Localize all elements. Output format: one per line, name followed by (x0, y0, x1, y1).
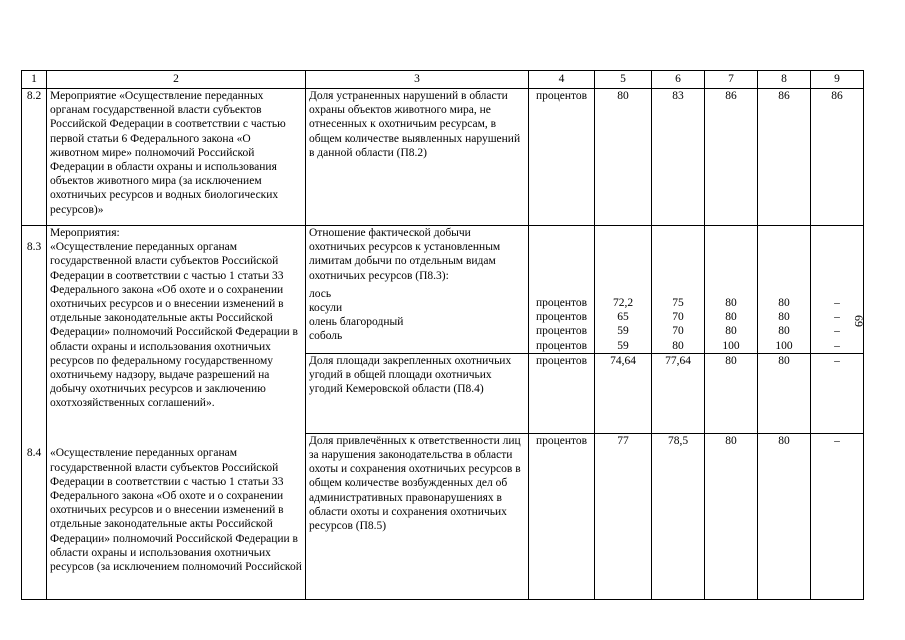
unit-cell (529, 226, 595, 354)
species-value: 100 (775, 339, 793, 352)
value-col-8: 80 (758, 353, 811, 433)
species-name: лось (309, 287, 332, 300)
species-unit: процентов (535, 339, 588, 352)
species-name: олень благородный (309, 316, 404, 329)
species-value: 80 (672, 339, 684, 352)
species-value: 100 (722, 339, 740, 352)
header-col-4: 4 (529, 71, 595, 89)
species-value: 80 (778, 325, 790, 338)
species-value: – (834, 339, 840, 352)
unit-cell: процентов (529, 433, 595, 599)
value-col-6: 77,64 (652, 353, 705, 433)
value-col-5 (595, 226, 652, 354)
table-row-8-3 (22, 226, 864, 354)
value-col-9 (811, 226, 864, 354)
species-value: – (834, 311, 840, 324)
species-name: соболь (309, 330, 343, 343)
unit-cell: процентов (529, 353, 595, 433)
value-col-7: 80 (705, 353, 758, 433)
value-col-5: 77 (595, 433, 652, 599)
indicator-text: Отношение фактической добычи охотничьих ресурсов к установленным лимитам добычи по отдельным видам охотничьих ресурсов (П8.3): (309, 227, 501, 282)
measure-cell: Мероприятие «Осуществление переданных органам государственной власти субъектов Российской Федерации в соответствии с частью первой статьи 6 Федерального закона «О животном мире» полномочий Российской Федерации в области охраны и использования объектов животного мира (за исключением охотничьих ресурсов и водных биологических ресурсов)» (47, 89, 306, 226)
value-col-8 (758, 226, 811, 354)
row-number-empty (22, 353, 47, 433)
species-value: 80 (725, 325, 737, 338)
indicator-cell: Доля площади закрепленных охотничьих угодий в общей площади охотничьих угодий Кемеровской области (П8.4) (306, 353, 529, 433)
unit-cell: процентов (529, 89, 595, 226)
species-value: – (834, 325, 840, 338)
value-col-8: 80 (758, 433, 811, 599)
species-value: 80 (725, 297, 737, 309)
value-col-8: 86 (758, 89, 811, 226)
measure-title: Мероприятия: (50, 227, 120, 239)
species-value: – (834, 297, 840, 309)
value-col-7 (705, 226, 758, 354)
value-col-5: 80 (595, 89, 652, 226)
table-row-8-2 (22, 89, 864, 226)
species-value: 70 (672, 311, 684, 324)
species-value: 65 (617, 311, 629, 324)
header-col-3: 3 (306, 71, 529, 89)
value-col-5: 74,64 (595, 353, 652, 433)
species-unit: процентов (535, 297, 588, 309)
header-row (22, 71, 864, 89)
species-unit: процентов (535, 325, 588, 338)
header-col-8: 8 (758, 71, 811, 89)
value-col-6: 83 (652, 89, 705, 226)
measure-cell (47, 226, 306, 434)
table-row-8-4 (22, 433, 864, 599)
species-name: косули (309, 302, 343, 315)
species-value: 59 (617, 325, 629, 338)
measure-cell: «Осуществление переданных органам государственной власти субъектов Российской Федерации в соответствии с частью 1 статьи 33 Федерального закона «Об охоте и о сохранении охотничьих ресурсов и о внесении изменений в отдельные законодательные акты Российской Федерации» полномочий Российской Федерации в области охраны и использования охотничьих ресурсов (за исключением полномочий Российской (47, 433, 306, 599)
species-value: 75 (672, 297, 684, 309)
header-col-9: 9 (811, 71, 864, 89)
header-col-2: 2 (47, 71, 306, 89)
value-col-9: 86 (811, 89, 864, 226)
header-col-6: 6 (652, 71, 705, 89)
value-col-7: 86 (705, 89, 758, 226)
indicator-cell (306, 226, 529, 354)
species-value: 80 (778, 297, 790, 309)
species-value: 80 (778, 311, 790, 324)
indicators-table (21, 70, 864, 600)
species-value: 80 (725, 311, 737, 324)
species-value: 72,2 (612, 297, 634, 309)
page-number: 69 (852, 315, 866, 327)
header-col-5: 5 (595, 71, 652, 89)
measure-text: «Осуществление переданных органам государственной власти субъектов Российской Федерации в соответствии с частью 1 статьи 33 Федерального закона «Об охоте и о сохранении охотничьих ресурсов и о внесении изменений в отдельные законодательные акты Российской Федерации» полномочий Российской Федерации в области охраны и использования охотничьих ресурсов по федеральному государственному охотничьему надзору, выдаче разрешений на добычу охотничьих ресурсов и заключению охотхозяйственных соглашений». (50, 241, 298, 410)
row-number: 8.3 (22, 226, 47, 354)
species-value: 70 (672, 325, 684, 338)
species-value: 59 (617, 339, 629, 352)
header-col-1: 1 (22, 71, 47, 89)
value-col-9: – (811, 433, 864, 599)
indicator-cell: Доля привлечённых к ответственности лиц за нарушения законодательства в области охоты и сохранения охотничьих ресурсов в общем количестве возбужденных дел об административных правонарушениях в области охоты и сохранения охотничьих ресурсов (П8.5) (306, 433, 529, 599)
indicator-cell: Доля устраненных нарушений в области охраны объектов животного мира, не отнесенных к охотничьим ресурсам, в общем количестве выявленных нарушений в данной области (П8.2) (306, 89, 529, 226)
value-col-7: 80 (705, 433, 758, 599)
header-col-7: 7 (705, 71, 758, 89)
species-unit: процентов (535, 311, 588, 324)
value-col-6: 78,5 (652, 433, 705, 599)
row-number: 8.4 (22, 433, 47, 599)
value-col-6 (652, 226, 705, 354)
row-number: 8.2 (22, 89, 47, 226)
value-col-9: – (811, 353, 864, 433)
